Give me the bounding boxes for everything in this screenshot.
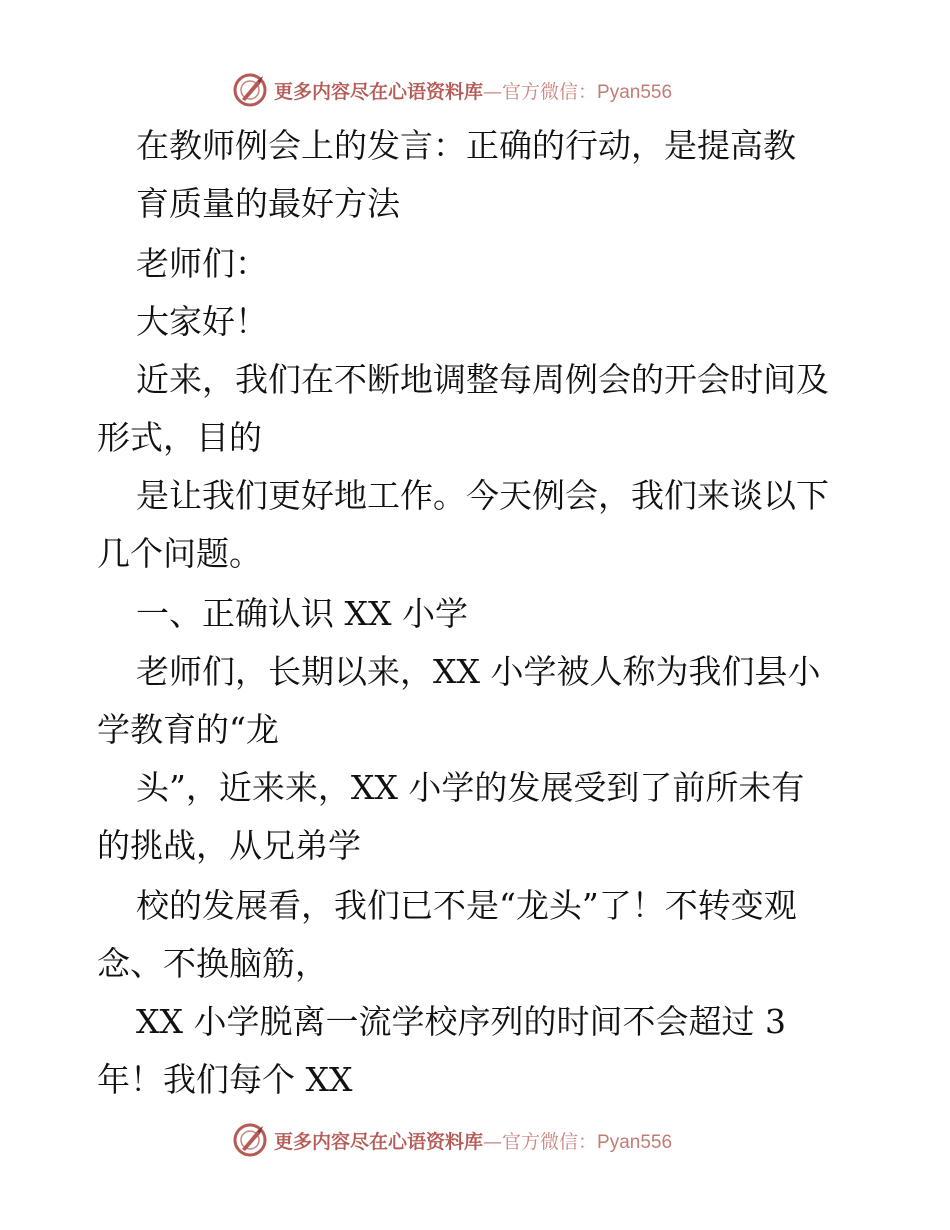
section-heading: 一、正确认识 XX 小学 [136, 594, 468, 633]
text-line: 老师们： [136, 244, 268, 283]
watermark-separator: — [483, 80, 503, 103]
text-line: 大家好！ [136, 302, 268, 341]
text-line: 头”，近来来，XX 小学的发展受到了前所未有 [136, 768, 805, 807]
watermark-text-line [274, 1127, 672, 1154]
watermark-separator: — [483, 1130, 503, 1153]
text-line: 校的发展看，我们已不是“龙头”了！不转变观 [136, 886, 797, 925]
text-line: 年！我们每个 XX [97, 1060, 353, 1099]
watermark-label: 官方微信： [502, 80, 598, 103]
text-line: XX 小学脱离一流学校序列的时间不会超过 3 [136, 1002, 786, 1041]
text-line: 老师们，长期以来，XX 小学被人称为我们县小 [136, 652, 821, 691]
text-line: 在教师例会上的发言：正确的行动，是提高教 [136, 126, 796, 165]
watermark-id: Pyan556 [597, 81, 673, 103]
watermark-text-line [274, 77, 672, 104]
watermark-label: 官方微信： [502, 1130, 598, 1153]
quill-circle-logo-icon [232, 1122, 268, 1158]
watermark-footer [232, 1122, 672, 1158]
text-line: 学教育的“龙 [97, 710, 279, 749]
text-line: 的挑战，从兄弟学 [97, 826, 361, 865]
text-line: 形式，目的 [97, 418, 262, 457]
watermark-header [232, 72, 672, 108]
text-line: 是让我们更好地工作。今天例会，我们来谈以下 [136, 476, 829, 515]
watermark-text: 更多内容尽在心语资料库 [274, 80, 484, 103]
text-line: 近来，我们在不断地调整每周例会的开会时间及 [136, 360, 829, 399]
quill-circle-logo-icon [232, 72, 268, 108]
text-line: 育质量的最好方法 [136, 184, 400, 223]
watermark-text: 更多内容尽在心语资料库 [274, 1130, 484, 1153]
watermark-id: Pyan556 [597, 1131, 673, 1153]
text-line: 几个问题。 [97, 534, 262, 573]
text-line: 念、不换脑筋， [97, 944, 328, 983]
